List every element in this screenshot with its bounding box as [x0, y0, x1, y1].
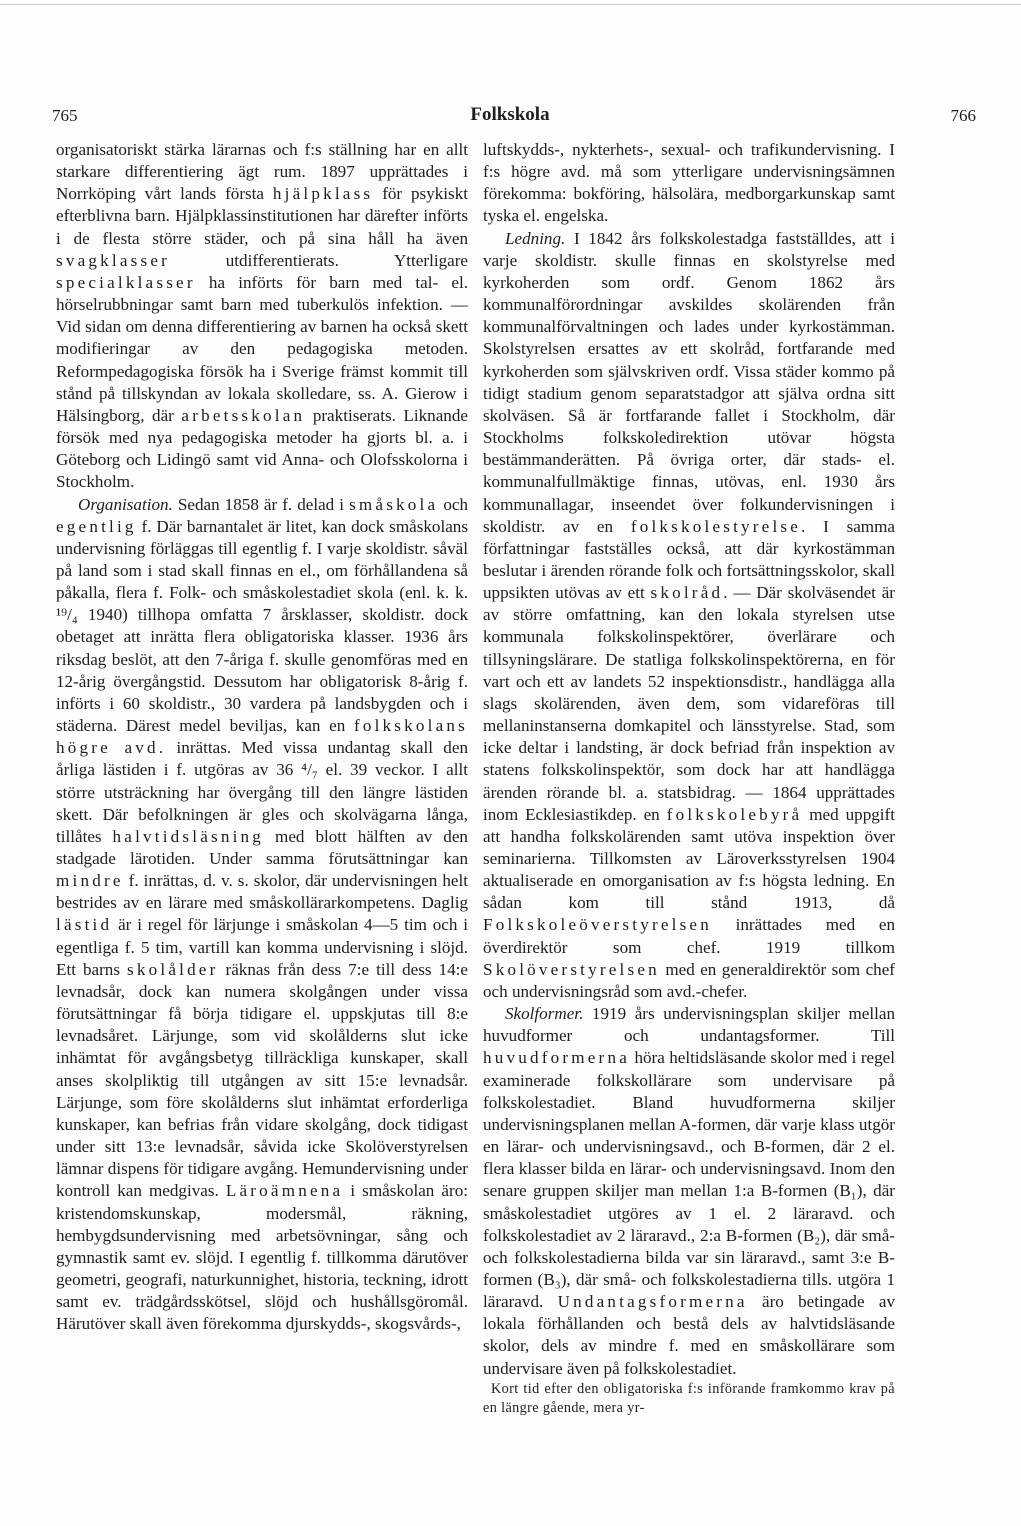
- spaced-term: folkskolebyrå: [666, 804, 803, 824]
- paragraph-differentiering: organisatoriskt stärka lärarnas och f:s ställning har en allt starkare differentiering ägt rum. 1897 upprättades i Norrköping vårt lands första hjälpklass för psykiskt efterblivna barn. Hjälpklassinstitutionen har därefter införts i de flesta större städer, och på sina håll ha även svagklasser utdifferentierats. Ytterligare specialklasser ha införts för barn med tal- el. hörselrubbningar samt barn med tuberkulös infektion. — Vid sidan om denna differentiering av barnen ha också skett modifieringar av den pedagogiska metoden. Reformpedagogiska försök ha i Sverige främst kommit till stånd på tillskyndan av lokala skolledare, ss. A. Gierow i Hälsingborg, där arbetsskolan praktiserats. Liknande försök med nya pedagogiska metoder ha gjorts bl. a. i Göteborg och Lidingö samt vid Anna- och Olofsskolorna i Stockholm.: [56, 140, 469, 492]
- spaced-term: Läroämnena: [225, 1181, 344, 1201]
- spaced-term: folkskolans högre avd.: [56, 716, 468, 758]
- paragraph-small-print: Kort tid efter den obligatoriska f:s införande framkommo krav på en längre gående, mera yr-: [483, 1380, 895, 1416]
- paragraph-skolformer: Skolformer. 1919 års undervisningsplan skiljer mellan huvudformer och undantagsformer. Till huvudformerna höra heltidsläsande skolor med i regel examinerade folkskollärare som undervisare på folkskolestadiet. Bland huvudformerna skiljer undervisningsplanen mellan A-formen, där varje klass utgör en lärar- och undervisningsavd., och B-formen, där 2 el. flera klasser bilda en lärar- och undervisningsavd. Inom den senare gruppen skiljer man mellan 1:a B-formen (B₁), där småskolestadiet utgöres av 1 el. 2 lärаravd. och folkskolestadiet av 2 lärаravd., 2:a B-formen (B₂), där små- och folkskolestadierna bilda var sin lärаravd., samt 3:e B-formen (B₃), där små- och folkskolestadierna tills. utgöra 1 lärаravd. Undantagsformerna äro betingade av lokala förhållanden och bestå dels av halvtidsläsande skolor, dels av mindre f. med en småskollärare som undervisare även på folkskolestadiet.: [483, 1004, 895, 1378]
- paragraph-ledning: Ledning. I 1842 års folkskolestadga fastställdes, att i varje skoldistr. skulle finnas en skolstyrelse med kyrkoherden som ordf. Genom 1862 års kommunalförordningar avskildes skolärenden från kommunalförvaltningen och lades under kyrkostämman. Skolstyrelsen ersattes av ett skolråd, fortfarande med kyrkoherden som självskriven ordf. Vissa städer kommo på tidigt stadium genom separatstadgor att själva ordna sitt skolväsen. Så är fortfarande fallet i Stockholm, där Stockholms folkskoledirektion utövar högsta bestämmanderätten. På övriga orter, där stads- el. kommunalfullmäktige finnas, utövas, enl. 1930 års kommunallagar, inseendet över folkundervisningen i skoldistr. av en folkskolestyrelse. I samma författningar fastställes också, att där kyrkostämman beslutar i ärenden rörande folk och fortsättningsskolor, skall uppsikten utövas av ett skolråd. — Där skolväsendet är av större omfattning, kan den lokala styrelsen utse kommunala folkskolinspektörer, överlärare och tillsyningslärare. De statliga folkskolinspektörerna, en för vart och ett av landets 52 inspektionsdistr., handlägga alla slags skolärenden, även dem, som vidareföras till mellaninstanserna domkapitel och länsstyrelse. Stad, som icke deltar i landsting, är dock befriad från inspektion av statens folkskolinspektör, som dock har att handlägga ärenden rörande bl. a. statsbidrag. — 1864 upprättades inom Ecklesiastikdep. en folkskolebyrå med uppgift att handha folkskolärenden samt utöva inspektion över seminarierna. Tillkomsten av Läroverksstyrelsen 1904 aktualiserade en omorganisation av f:s högsta ledning. En sådan kom till stånd 1913, då Folkskoleöverstyrelsen inrättades med en överdirektör som chef. 1919 tillkom Skolöverstyrelsen med en generaldirektör som chef och undervisningsråd som avd.-chefer.: [483, 228, 895, 1001]
- spaced-term: Folkskoleöverstyrelsen: [483, 915, 712, 935]
- spaced-term: hjälpklass: [272, 184, 374, 204]
- spaced-term: lästid: [56, 915, 113, 935]
- page-number-left: 765: [52, 106, 78, 125]
- spaced-term: huvudformerna: [483, 1048, 630, 1068]
- spaced-term: egentlig: [56, 516, 137, 536]
- spaced-term: specialklasser: [56, 272, 196, 292]
- spaced-term: arbetsskolan: [181, 405, 306, 425]
- spaced-term: småskola: [349, 494, 439, 514]
- section-heading-organisation: Organisation.: [78, 494, 173, 514]
- page-header: [50, 104, 976, 132]
- spaced-term: Skolöverstyrelsen: [483, 959, 660, 979]
- paragraph-continuation: luftskydds-, nykterhets-, sexual- och trafikundervisning. I f:s högre avd. må som ytterligare undervisningsämnen förekomma: bokföring, hälsolära, medborgarkunskap samt tyska el. engelska.: [483, 140, 895, 226]
- left-column: [56, 139, 468, 1335]
- section-heading-ledning: Ledning.: [505, 228, 566, 248]
- paragraph-organisation: Organisation. Sedan 1858 är f. delad i småskola och egentlig f. Där barnantalet är litet, kan dock småskolans undervisning förläggas till egentlig f. I varje skoldistr. såväl på land som i stad skall finnas en el., om förhållandena så påkalla, flera f. Folk- och småskolestadiet skola (enl. k. k. ¹⁹/₄ 1940) tillhopa omfatta 7 årsklasser, skoldistr. dock obetaget att inrätta flera obligatoriska klasser. 1936 års riksdag beslöt, att den 7-åriga f. skulle genomföras med en 12-årig övergångstid. Dessutom har obligatorisk 8-årig f. införts i 60 skoldistr., 30 vardera på landsbygden och i städerna. Därest medel beviljas, kan en folkskolans högre avd. inrättas. Med vissa undantag skall den årliga lästiden i f. utgöras av 36 ⁴/₇ el. 39 veckor. I allt större utsträckning har övergång till den längre lästiden skett. Där befolkningen är gles och skolvägarna långa, tillåtes halvtidsläsning med blott hälften av den stadgade lärotiden. Under samma förutsättningar kan mindre f. inrättas, d. v. s. skolor, där undervisningen helt bestrides av en lärare med småskollärarkompetens. Daglig lästid är i regel för lärjunge i småskolan 4—5 tim och i egentliga f. 5 tim, vartill kan komma undervisning i slöjd. Ett barns skolålder räknas från dess 7:e till dess 14:e levnadsår, dock kan numera skolgången under vissa förutsättningar få börja tidigare el. uppskjutas till 8:e levnadsåret. Lärjunge, som vid skolålderns slut icke inhämtat för avgångsbetyg tillräckliga kunskaper, skall anses skolpliktig till utgången av sitt 15:e levnadsår. Lärjunge, som före skolålderns slut inhämtat erforderliga kunskaper, kan befrias från vidare skolgång, dock tidigast under sitt 13:e levnadsår, såvida icke Skolöverstyrelsen lämnar dispens för tidigare avgång. Hemundervisning under kontroll kan medgivas. Läroämnena i småskolan äro: kristendomskunskap, modersmål, räkning, hembygdsundervisning med arbetsövningar, sång och gymnastik samt ev. slöjd. I egentlig f. tillkomma därutöver geometri, geografi, naturkunnighet, historia, teckning, idrott samt ev. trädgårdsskötsel, slöjd och hushållsgöromål. Härutöver skall även förekomma djurskydds-, skogsvårds-,: [56, 494, 469, 1334]
- spaced-term: skolålder: [127, 959, 219, 979]
- spaced-term: mindre: [56, 871, 124, 891]
- top-rule: [0, 4, 1021, 5]
- section-heading-skolformer: Skolformer.: [505, 1004, 584, 1024]
- page-title: Folkskola: [470, 104, 550, 125]
- spaced-term: folkskolestyrelse: [630, 516, 802, 536]
- spaced-term: Undantagsformerna: [557, 1292, 748, 1312]
- spaced-term: skolråd: [650, 583, 724, 603]
- spaced-term: svagklasser: [56, 250, 170, 270]
- page-number-right: 766: [950, 106, 976, 125]
- right-column: [483, 139, 895, 1418]
- spaced-term: halvtidsläsning: [112, 826, 265, 846]
